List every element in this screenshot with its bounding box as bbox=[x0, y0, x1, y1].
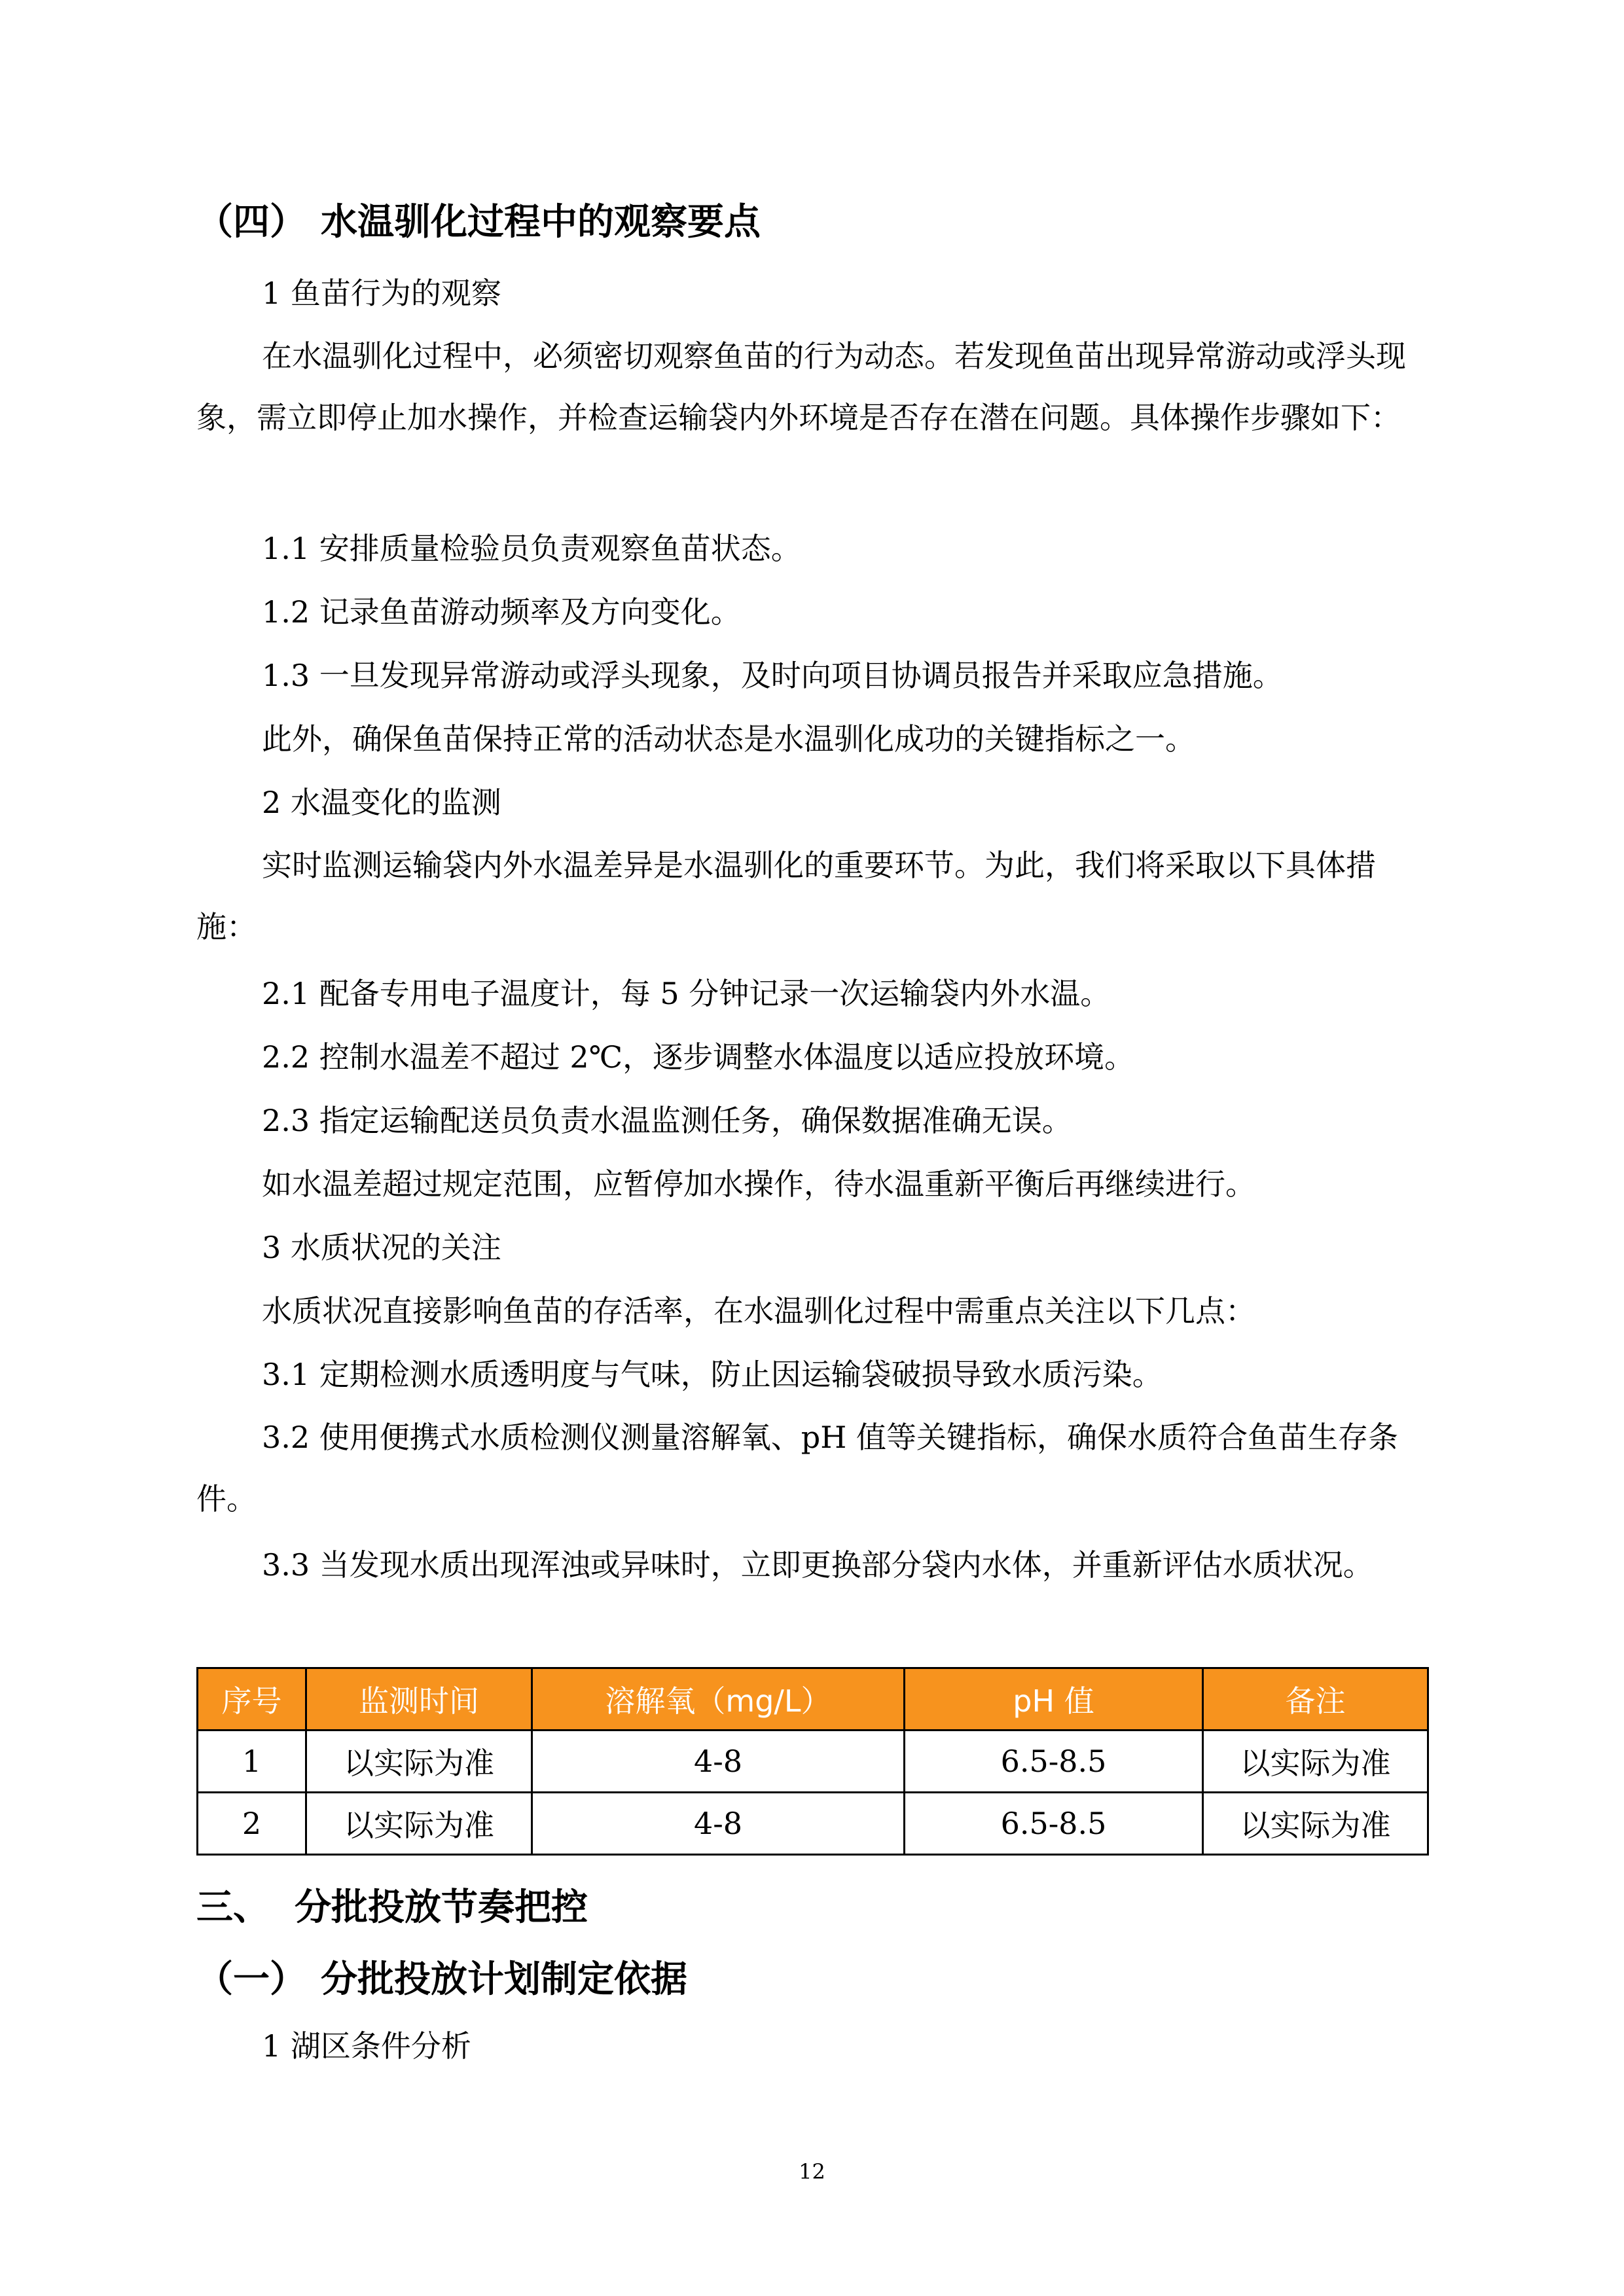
section-heading-3-1 bbox=[196, 1957, 687, 2003]
chapter-heading-3 bbox=[196, 1885, 588, 1931]
list-item-1-1: 1.1 安排质量检验员负责观察鱼苗状态。 bbox=[262, 531, 801, 566]
chapter-heading-number: 三、 bbox=[196, 1886, 270, 1929]
paragraph-temperature-outro: 如水温差超过规定范围，应暂停加水操作，待水温重新平衡后再继续进行。 bbox=[262, 1166, 1255, 1202]
subsection-title-1: 1 鱼苗行为的观察 bbox=[262, 276, 501, 311]
paragraph-behavior-outro: 此外，确保鱼苗保持正常的活动状态是水温驯化成功的关键指标之一。 bbox=[262, 721, 1195, 757]
list-item-3-3: 3.3 当发现水质出现浑浊或异味时，立即更换部分袋内水体，并重新评估水质状况。 bbox=[262, 1547, 1373, 1583]
table-cell: 以实际为准 bbox=[306, 1731, 532, 1793]
table-cell: 2 bbox=[198, 1793, 306, 1855]
section-heading-title: 水温驯化过程中的观察要点 bbox=[321, 201, 761, 243]
table-cell: 以实际为准 bbox=[1203, 1793, 1428, 1855]
table-cell: 以实际为准 bbox=[306, 1793, 532, 1855]
paragraph-behavior-intro: 在水温驯化过程中，必须密切观察鱼苗的行为动态。若发现鱼苗出现异常游动或浮头现象，需立即停止加水操作，并检查运输袋内外环境是否存在潜在问题。具体操作步骤如下： bbox=[196, 338, 1406, 435]
section-heading-title: 分批投放计划制定依据 bbox=[321, 1958, 687, 2001]
table-cell: 4-8 bbox=[532, 1793, 905, 1855]
subsection-title-3: 3 水质状况的关注 bbox=[262, 1230, 501, 1265]
list-item-2-2: 2.2 控制水温差不超过 2℃，逐步调整水体温度以适应投放环境。 bbox=[262, 1039, 1135, 1075]
section-heading-4 bbox=[196, 200, 761, 245]
table-header-cell: 监测时间 bbox=[306, 1668, 532, 1731]
paragraph-quality-intro: 水质状况直接影响鱼苗的存活率，在水温驯化过程中需重点关注以下几点： bbox=[262, 1293, 1255, 1329]
subsection-title-lake: 1 湖区条件分析 bbox=[262, 2028, 471, 2064]
chapter-heading-title: 分批投放节奏把控 bbox=[295, 1886, 588, 1929]
section-heading-number: （四） bbox=[196, 201, 306, 243]
table-header-cell: 溶解氧（mg/L） bbox=[532, 1668, 905, 1731]
list-item-2-3: 2.3 指定运输配送员负责水温监测任务，确保数据准确无误。 bbox=[262, 1103, 1072, 1138]
subsection-title-2: 2 水温变化的监测 bbox=[262, 785, 501, 820]
table-row bbox=[198, 1731, 1428, 1793]
page-number: 12 bbox=[799, 2159, 825, 2184]
list-item-1-3: 1.3 一旦发现异常游动或浮头现象，及时向项目协调员报告并采取应急措施。 bbox=[262, 658, 1283, 693]
paragraph-temperature-intro: 实时监测运输袋内外水温差异是水温驯化的重要环节。为此，我们将采取以下具体措施： bbox=[196, 848, 1376, 944]
table-header-cell: pH 值 bbox=[905, 1668, 1203, 1731]
table-row bbox=[198, 1793, 1428, 1855]
list-item-2-1: 2.1 配备专用电子温度计，每 5 分钟记录一次运输袋内外水温。 bbox=[262, 976, 1111, 1011]
table-cell: 6.5-8.5 bbox=[905, 1731, 1203, 1793]
list-item-1-2: 1.2 记录鱼苗游动频率及方向变化。 bbox=[262, 594, 741, 630]
list-item-3-2: 3.2 使用便携式水质检测仪测量溶解氧、pH 值等关键指标，确保水质符合鱼苗生存条件。 bbox=[196, 1420, 1398, 1516]
table-header-row bbox=[198, 1668, 1428, 1731]
table-cell: 4-8 bbox=[532, 1731, 905, 1793]
table-cell: 1 bbox=[198, 1731, 306, 1793]
table-header-cell: 备注 bbox=[1203, 1668, 1428, 1731]
water-quality-table bbox=[196, 1667, 1429, 1856]
table-cell: 6.5-8.5 bbox=[905, 1793, 1203, 1855]
list-item-3-1: 3.1 定期检测水质透明度与气味，防止因运输袋破损导致水质污染。 bbox=[262, 1357, 1163, 1392]
table-header-cell: 序号 bbox=[198, 1668, 306, 1731]
section-heading-number: （一） bbox=[196, 1958, 306, 2001]
table-cell: 以实际为准 bbox=[1203, 1731, 1428, 1793]
